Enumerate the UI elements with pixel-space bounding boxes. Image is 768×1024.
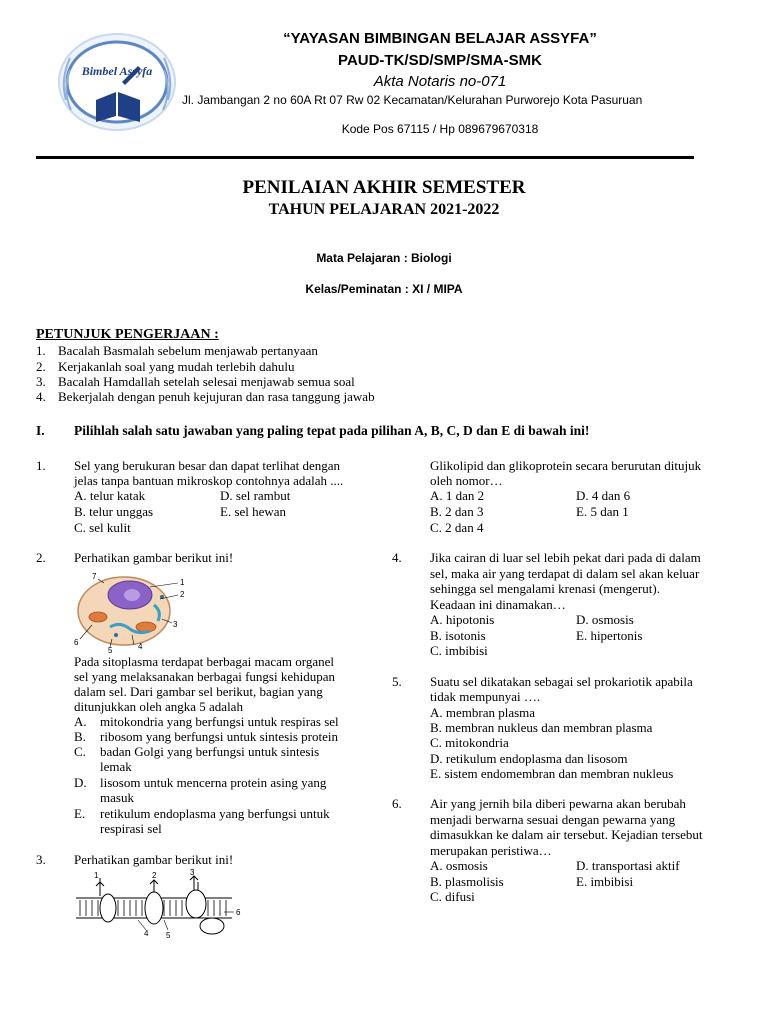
instruction-item: 1. Bacalah Basmalah sebelum menjawab pertanyaan xyxy=(36,343,318,358)
option-text: badan Golgi yang berfungsi untuk sintesis xyxy=(100,744,320,759)
option-d: D. transportasi aktif xyxy=(576,858,680,873)
option-b: B. plasmolisis xyxy=(430,874,504,889)
option-d: D. osmosis xyxy=(576,612,634,627)
question-text: Keadaan ini dinamakan… xyxy=(430,597,566,612)
option-c: C. imbibisi xyxy=(430,643,488,658)
option-b: B. membran nukleus dan membran plasma xyxy=(430,720,653,735)
school-levels: PAUD-TK/SD/SMP/SMA-SMK xyxy=(338,52,542,69)
option-text: retikulum endoplasma yang berfungsi untuk xyxy=(100,806,330,821)
question-number: 2. xyxy=(36,550,46,565)
option-e: E. sel hewan xyxy=(220,504,287,519)
figure-label: 5 xyxy=(166,931,171,940)
question-text: menjadi berwarna sesuai dengan pewarna yang xyxy=(430,812,676,827)
option-d: D. 4 dan 6 xyxy=(576,488,631,503)
question-text: merupakan peristiwa… xyxy=(430,843,552,858)
figure-label: 6 xyxy=(74,638,79,647)
logo-text: Bimbel Assyfa xyxy=(81,64,153,78)
page-title: PENILAIAN AKHIR SEMESTER xyxy=(242,177,526,198)
question-number: 6. xyxy=(392,796,402,811)
figure-label: 6 xyxy=(236,908,241,917)
option-c: C. difusi xyxy=(430,889,475,904)
option-text: mitokondria yang berfungsi untuk respiras sel xyxy=(100,714,339,729)
question-number: 3. xyxy=(36,852,46,867)
figure-label: 2 xyxy=(180,590,185,599)
question-text: oleh nomor… xyxy=(430,473,503,488)
option-b: B. isotonis xyxy=(430,628,486,643)
question-text: Air yang jernih bila diberi pewarna akan berubah xyxy=(430,796,686,811)
figure-label: 3 xyxy=(173,620,178,629)
notary-deed: Akta Notaris no-071 xyxy=(373,73,507,90)
figure-label: 5 xyxy=(108,646,113,653)
question-intro: Perhatikan gambar berikut ini! xyxy=(74,550,234,565)
class-line: Kelas/Peminatan : XI / MIPA xyxy=(305,282,463,296)
question-text: sel yang melaksanakan berbagai fungsi kehidupan xyxy=(74,669,335,684)
question-text: jelas tanpa bantuan mikroskop contohnya adalah .... xyxy=(74,473,344,488)
option-d: D. sel rambut xyxy=(220,488,291,503)
header-divider xyxy=(36,156,694,159)
figure-label: 4 xyxy=(138,642,143,651)
option-a: A. hipotonis xyxy=(430,612,495,627)
question-number: 1. xyxy=(36,458,46,473)
option-text: ribosom yang berfungsi untuk sintesis protein xyxy=(100,729,338,744)
figure-label: 2 xyxy=(152,871,157,880)
option-a: A. osmosis xyxy=(430,858,488,873)
option-e: E. hipertonis xyxy=(576,628,643,643)
instruction-item: 2. Kerjakanlah soal yang mudah terlebih dahulu xyxy=(36,359,295,374)
option-letter: A. xyxy=(74,714,87,729)
foundation-name: “YAYASAN BIMBINGAN BELAJAR ASSYFA” xyxy=(283,30,597,47)
option-letter: E. xyxy=(74,806,86,821)
question-text: Suatu sel dikatakan sebagai sel prokariotik apabila xyxy=(430,674,693,689)
option-c: C. mitokondria xyxy=(430,735,509,750)
question-number: 4. xyxy=(392,550,402,565)
cell-membrane-figure xyxy=(72,868,252,940)
school-logo xyxy=(56,30,178,134)
option-a: A. telur katak xyxy=(74,488,146,503)
postal-phone: Kode Pos 67115 / Hp 089679670318 xyxy=(341,122,539,136)
section-number: I. xyxy=(36,423,45,438)
option-b: B. telur unggas xyxy=(74,504,154,519)
animal-cell-figure xyxy=(72,565,192,653)
question-text: Glikolipid dan glikoprotein secara berurutan ditujuk xyxy=(430,458,702,473)
address: Jl. Jambangan 2 no 60A Rt 07 Rw 02 Kecamatan/Kelurahan Purworejo Kota Pasuruan xyxy=(182,93,643,107)
question-text: sehingga sel mengalami krenasi (mengerut). xyxy=(430,581,660,596)
question-text: dimasukkan ke dalam air tersebut. Kejadian tersebut xyxy=(430,827,703,842)
option-text: lisosom untuk mencerna protein asing yang xyxy=(100,775,327,790)
figure-label: 1 xyxy=(180,578,185,587)
option-text: respirasi sel xyxy=(100,821,162,836)
option-letter: C. xyxy=(74,744,86,759)
option-text: lemak xyxy=(100,759,132,774)
option-d: D. retikulum endoplasma dan lisosom xyxy=(430,751,628,766)
option-c: C. sel kulit xyxy=(74,520,131,535)
option-e: E. imbibisi xyxy=(576,874,634,889)
instruction-item: 4. Bekerjalah dengan penuh kejujuran dan rasa tanggung jawab xyxy=(36,389,375,404)
figure-label: 4 xyxy=(144,929,149,938)
figure-label: 3 xyxy=(190,868,195,877)
question-text: Sel yang berukuran besar dan dapat terlihat dengan xyxy=(74,458,341,473)
question-text: ditunjukkan oleh angka 5 adalah xyxy=(74,699,243,714)
option-letter: B. xyxy=(74,729,86,744)
option-a: A. membran plasma xyxy=(430,705,536,720)
instruction-item: 3. Bacalah Hamdallah setelah selesai menjawab semua soal xyxy=(36,374,355,389)
option-text: masuk xyxy=(100,790,134,805)
subject-line: Mata Pelajaran : Biologi xyxy=(316,251,452,265)
option-letter: D. xyxy=(74,775,87,790)
question-text: dalam sel. Dari gambar sel berikut, bagian yang xyxy=(74,684,323,699)
question-text: tidak mempunyai …. xyxy=(430,689,541,704)
page-subtitle: TAHUN PELAJARAN 2021-2022 xyxy=(268,201,500,218)
question-text: Pada sitoplasma terdapat berbagai macam organel xyxy=(74,654,335,669)
instructions-heading: PETUNJUK PENGERJAAN : xyxy=(36,327,219,342)
option-e: E. sistem endomembran dan membran nukleus xyxy=(430,766,674,781)
option-c: C. 2 dan 4 xyxy=(430,520,484,535)
question-number: 5. xyxy=(392,674,402,689)
question-text: Jika cairan di luar sel lebih pekat dari pada di dalam xyxy=(430,550,701,565)
section-instruction: Pilihlah salah satu jawaban yang paling tepat pada pilihan A, B, C, D dan E di bawah ini! xyxy=(74,423,590,438)
question-intro: Perhatikan gambar berikut ini! xyxy=(74,852,234,867)
option-e: E. 5 dan 1 xyxy=(576,504,629,519)
question-text: sel, maka air yang terdapat di dalam sel akan keluar xyxy=(430,566,700,581)
figure-label: 7 xyxy=(92,572,97,581)
option-a: A. 1 dan 2 xyxy=(430,488,485,503)
option-b: B. 2 dan 3 xyxy=(430,504,484,519)
figure-label: 1 xyxy=(94,871,99,880)
